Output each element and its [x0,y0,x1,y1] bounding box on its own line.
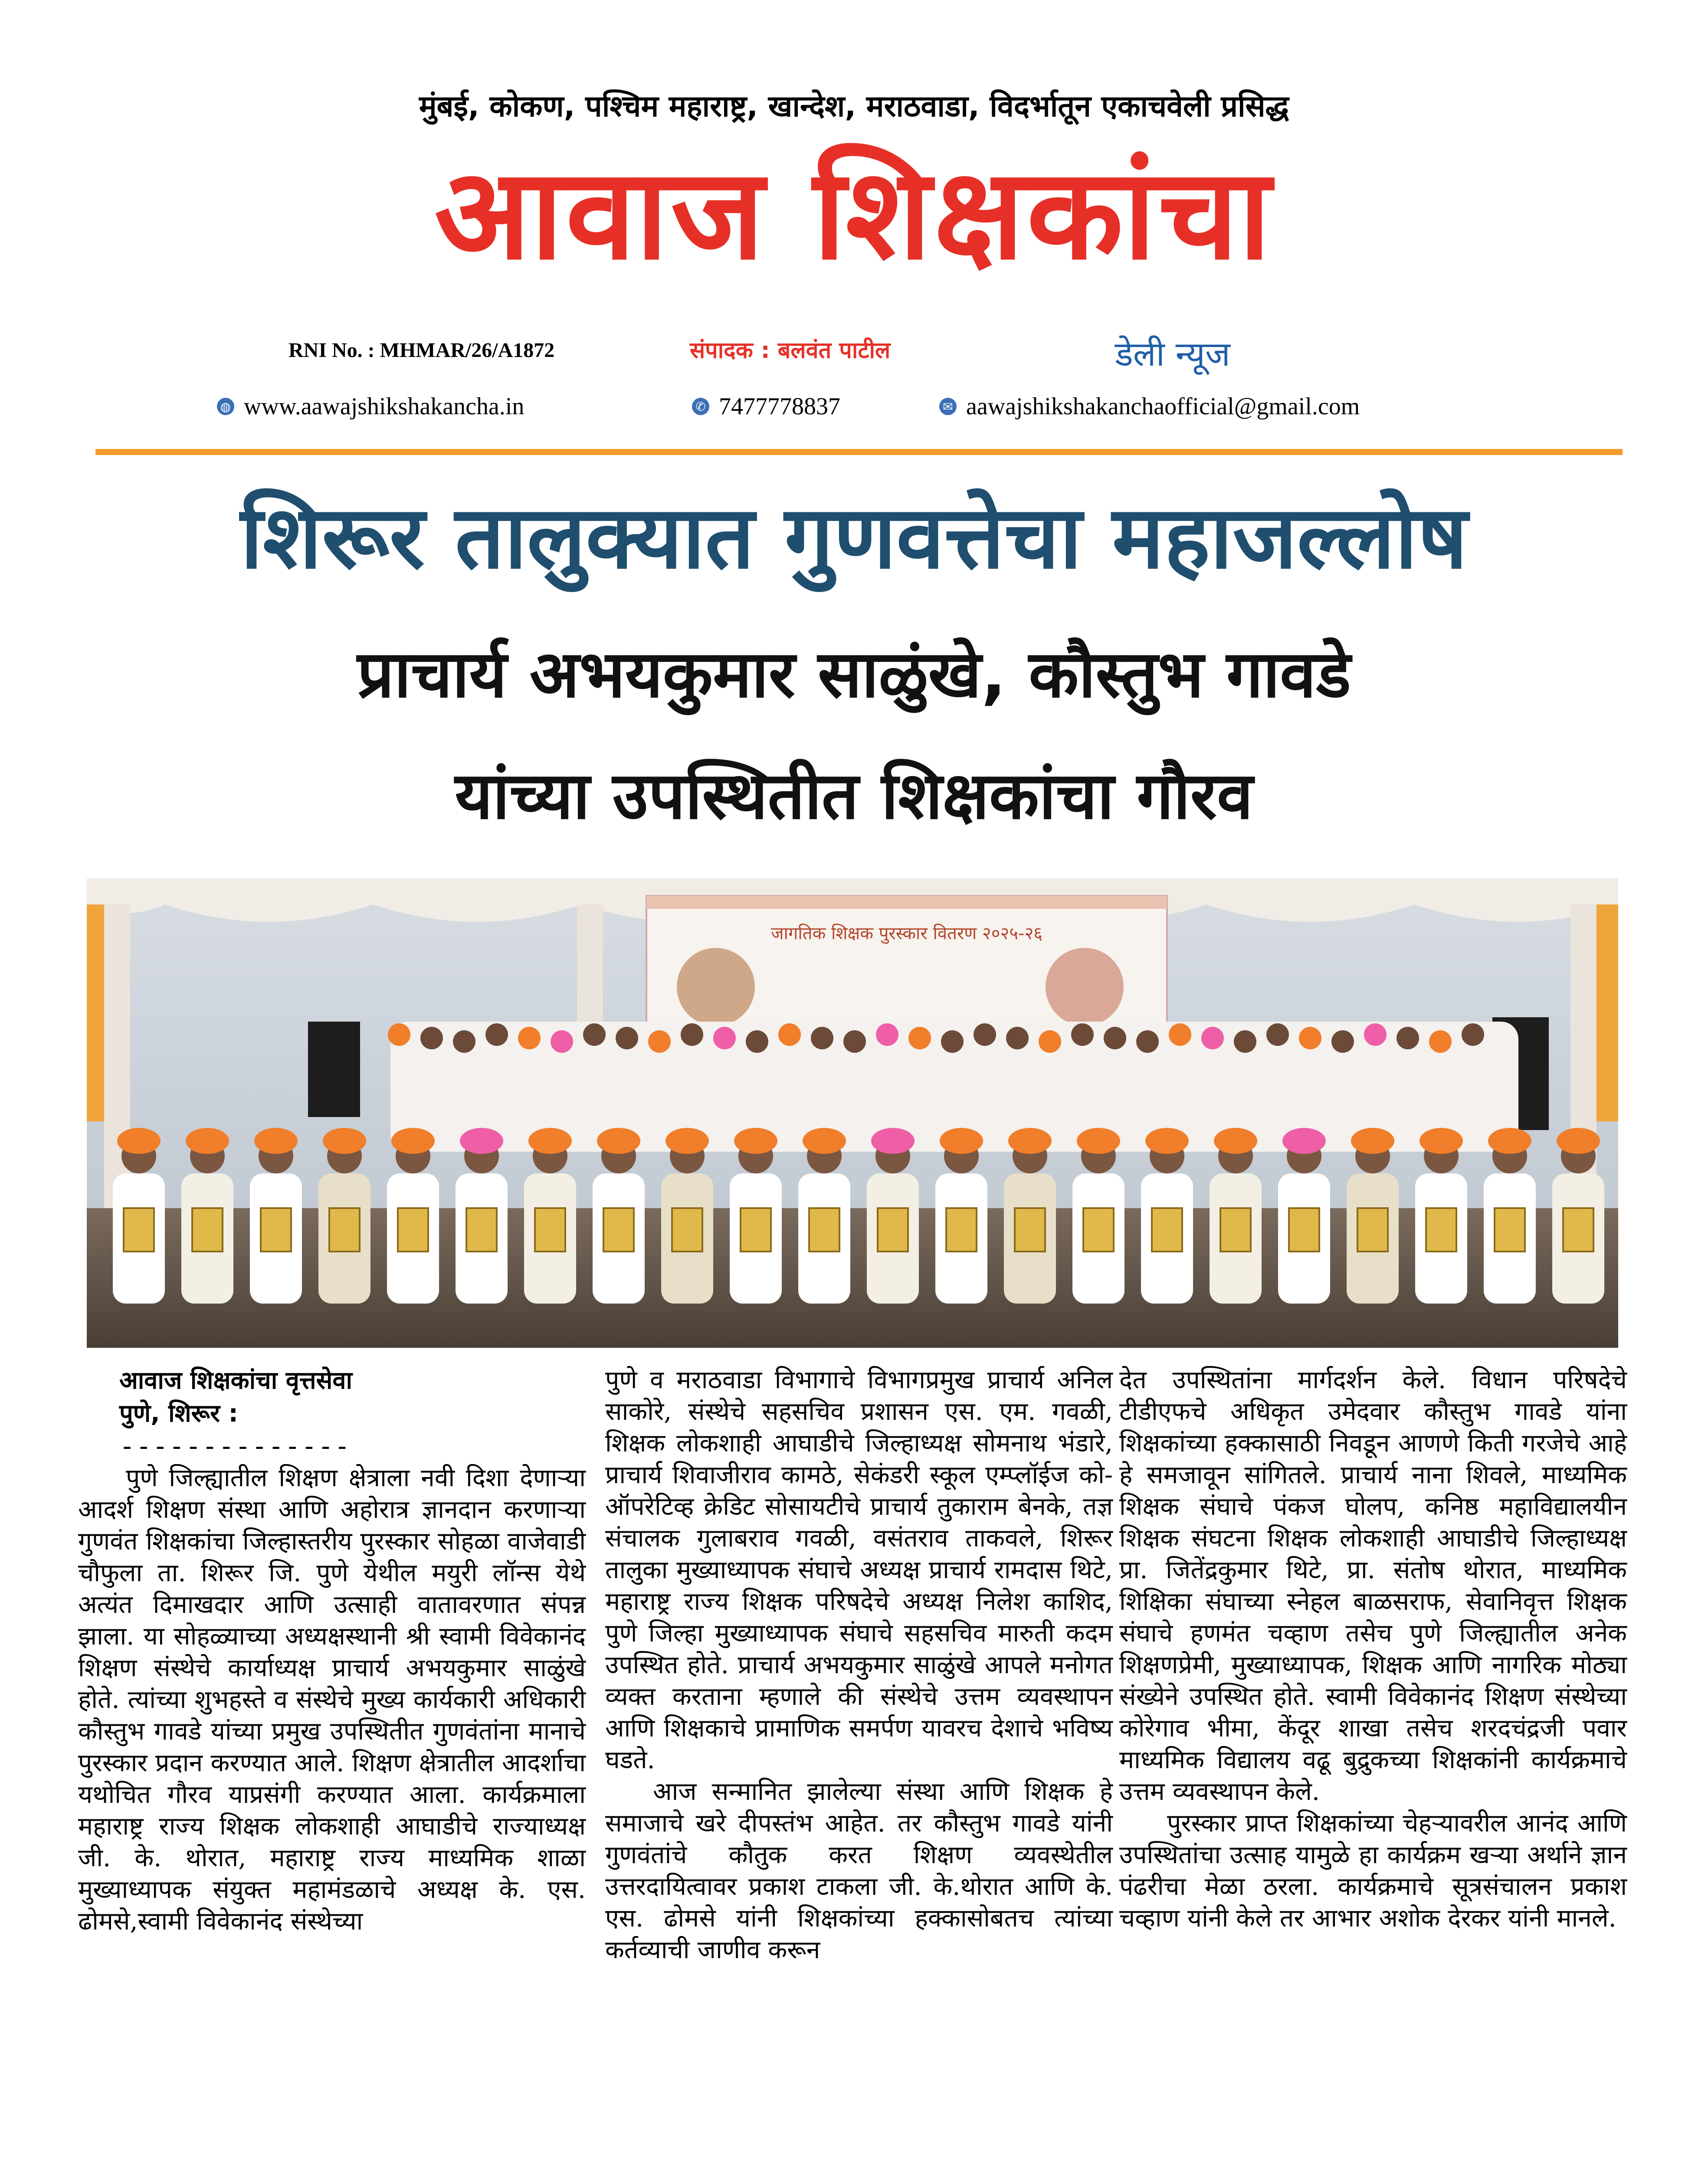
rni-number: RNI No. : MHMAR/26/A1872 [288,339,555,362]
website-text: www.aawajshikshakancha.in [244,393,525,420]
daily-news-label: डेली न्यूज [1115,335,1230,374]
article-paragraph: पुणे व मराठवाडा विभागाचे विभागप्रमुख प्राचार्य अनिल साकोरे, संस्थेचे सहसचिव प्रशासन एस. एम. गवळी, शिक्षक लोकशाही आघाडीचे जिल्हाध्यक्ष सोमनाथ भंडारे, प्राचार्य शिवाजीराव कामठे, सेकंडरी स्कूल एम्प्लॉईज को-ऑपरेटिव्ह क्रेडिट सोसायटीचे प्राचार्य तुकाराम बेनके, तज्ञ संचालक गुलाबराव गवळी, वसंतराव ताकवले, शिरूर तालुका मुख्याध्यापक संघाचे अध्यक्ष प्राचार्य रामदास थिटे, महाराष्ट्र राज्य शिक्षक परिषदेचे अध्यक्ष निलेश काशिद, पुणे जिल्हा मुख्याध्यापक संघाचे सहसचिव मारुती कदम उपस्थित होते. प्राचार्य अभयकुमार साळुंखे आपले मनोगत व्यक्त करताना म्हणाले की संस्थेचे उत्तम व्यवस्थापन आणि शिक्षकाचे प्रामाणिक समर्पण यावरच देशाचे भविष्य घडते. [605,1366,1113,1774]
masthead-tagline: मुंबई, कोकण, पश्चिम महाराष्ट्र, खान्देश, मराठवाडा, विदर्भातून एकाचवेली प्रसिद्ध [419,89,1289,124]
sub-headline-line2: यांच्या उपस्थितीत शिक्षकांचा गौरव [455,758,1253,834]
ceremony-photo [87,878,1618,1348]
phone-icon: ✆ [692,398,709,415]
header-divider [95,449,1623,455]
article-paragraph: देत उपस्थितांना मार्गदर्शन केले. विधान परिषदेचे टीडीएफचे अधिकृत उमेदवार कौस्तुभ गावडे यांना शिक्षकांच्या हक्कासाठी निवडून आणणे किती गरजेचे आहे हे समजावून सांगितले. प्राचार्य नाना शिवले, माध्यमिक शिक्षक संघाचे पंकज घोलप, कनिष्ठ महाविद्यालयीन शिक्षक संघटना शिक्षक लोकशाही आघाडीचे जिल्हाध्यक्ष प्रा. जितेंद्रकुमार थिटे, प्रा. संतोष थोरात, माध्यमिक शिक्षिका संघाच्या स्नेहल बाळसराफ, सेवानिवृत्त शिक्षक संघाचे हणमंत चव्हाण तसेच पुणे जिल्ह्यातील अनेक शिक्षणप्रेमी, मुख्याध्यापक, शिक्षक आणि नागरिक मोठ्या संख्येने उपस्थित होते. स्वामी विवेकानंद शिक्षण संस्थेच्या कोरेगाव भीमा, केंदूर शाखा तसेच शरदचंद्रजी पवार माध्यमिक विद्यालय वढू बुद्रुकच्या शिक्षकांनी कार्यक्रमाचे उत्तम व्यवस्थापन केले. [1119,1366,1627,1806]
article-paragraph: आज सन्मानित झालेल्या संस्था आणि शिक्षक हे समाजाचे खरे दीपस्तंभ आहेत. तर कौस्तुभ गावडे यांनी गुणवंतांचे कौतुक करत शिक्षण व्यवस्थेतील उत्तरदायित्वावर प्रकाश टाकला जी. के.थोरात आणि के. एस. ढोमसे यांनी शिक्षकांच्या हक्कासोबतच त्यांच्या कर्तव्याची जाणीव करून [605,1777,1113,1964]
byline-service: आवाज शिक्षकांचा वृत्तसेवा [119,1366,353,1395]
email-contact[interactable] [939,393,1360,420]
article-paragraph: पुरस्कार प्राप्त शिक्षकांच्या चेहऱ्यावरील आनंद आणि उपस्थितांचा उत्साह यामुळे हा कार्यक्रम खऱ्या अर्थाने ज्ञान पंढरीचा मेळा ठरला. कार्यक्रमाचे सूत्रसंचालन प्रकाश चव्हाण यांनी केले तर आभार अशोक देरकर यांनी मानले. [1119,1809,1627,1933]
article-paragraph: पुणे जिल्ह्यातील शिक्षण क्षेत्राला नवी दिशा देणाऱ्या आदर्श शिक्षण संस्था आणि अहोरात्र ज्ञानदान करणाऱ्या गुणवंत शिक्षकांचा जिल्हास्तरीय पुरस्कार सोहळा वाजेवाडी चौफुला ता. शिरूर जि. पुणे येथील मयुरी लॉन्स येथे अत्यंत दिमाखदार आणि उत्साही वातावरणात संपन्न झाला. या सोहळ्याच्या अध्यक्षस्थानी श्री स्वामी विवेकानंद शिक्षण संस्थेचे कार्याध्यक्ष प्राचार्य अभयकुमार साळुंखे होते. त्यांच्या शुभहस्ते व संस्थेचे मुख्य कार्यकारी अधिकारी कौस्तुभ गावडे यांच्या प्रमुख उपस्थितीत गुणवंतांना मानाचे पुरस्कार प्रदान करण्यात आले. शिक्षण क्षेत्रातील आदर्शाचा यथोचित गौरव याप्रसंगी करण्यात आला. कार्यक्रमाला महाराष्ट्र राज्य शिक्षक लोकशाही आघाडीचे राज्याध्यक्ष जी. के. थोरात, महाराष्ट्र राज्य माध्यमिक शाळा मुख्याध्यापक संयुक्त महामंडळाचे अध्यक्ष के. एस. ढोमसे,स्वामी विवेकानंद संस्थेच्या [78,1464,586,1936]
article-column-2 [605,1364,1113,2169]
editor-name: संपादक : बलवंत पाटील [690,337,891,364]
website-contact[interactable] [217,393,524,420]
email-text: aawajshikshakanchaofficial@gmail.com [966,393,1360,420]
article-column-3 [1119,1364,1627,2169]
email-icon: ✉ [939,398,957,415]
newspaper-title: आवाज शिक्षकांचा [434,141,1274,288]
banner-text: जागतिक शिक्षक पुरस्कार वितरण २०२५-२६ [770,924,1043,944]
globe-icon: ◍ [217,398,234,415]
byline-location: पुणे, शिरूर : [119,1399,238,1428]
byline-separator: -------------- [119,1431,351,1461]
main-headline: शिरूर तालुक्यात गुणवत्तेचा महाजल्लोष [240,487,1468,588]
sub-headline-line1: प्राचार्य अभयकुमार साळुंखे, कौस्तुभ गावडे [357,637,1351,712]
article-column-1 [78,1364,586,2169]
phone-contact[interactable] [692,393,840,420]
phone-text: 7477778837 [719,393,840,420]
